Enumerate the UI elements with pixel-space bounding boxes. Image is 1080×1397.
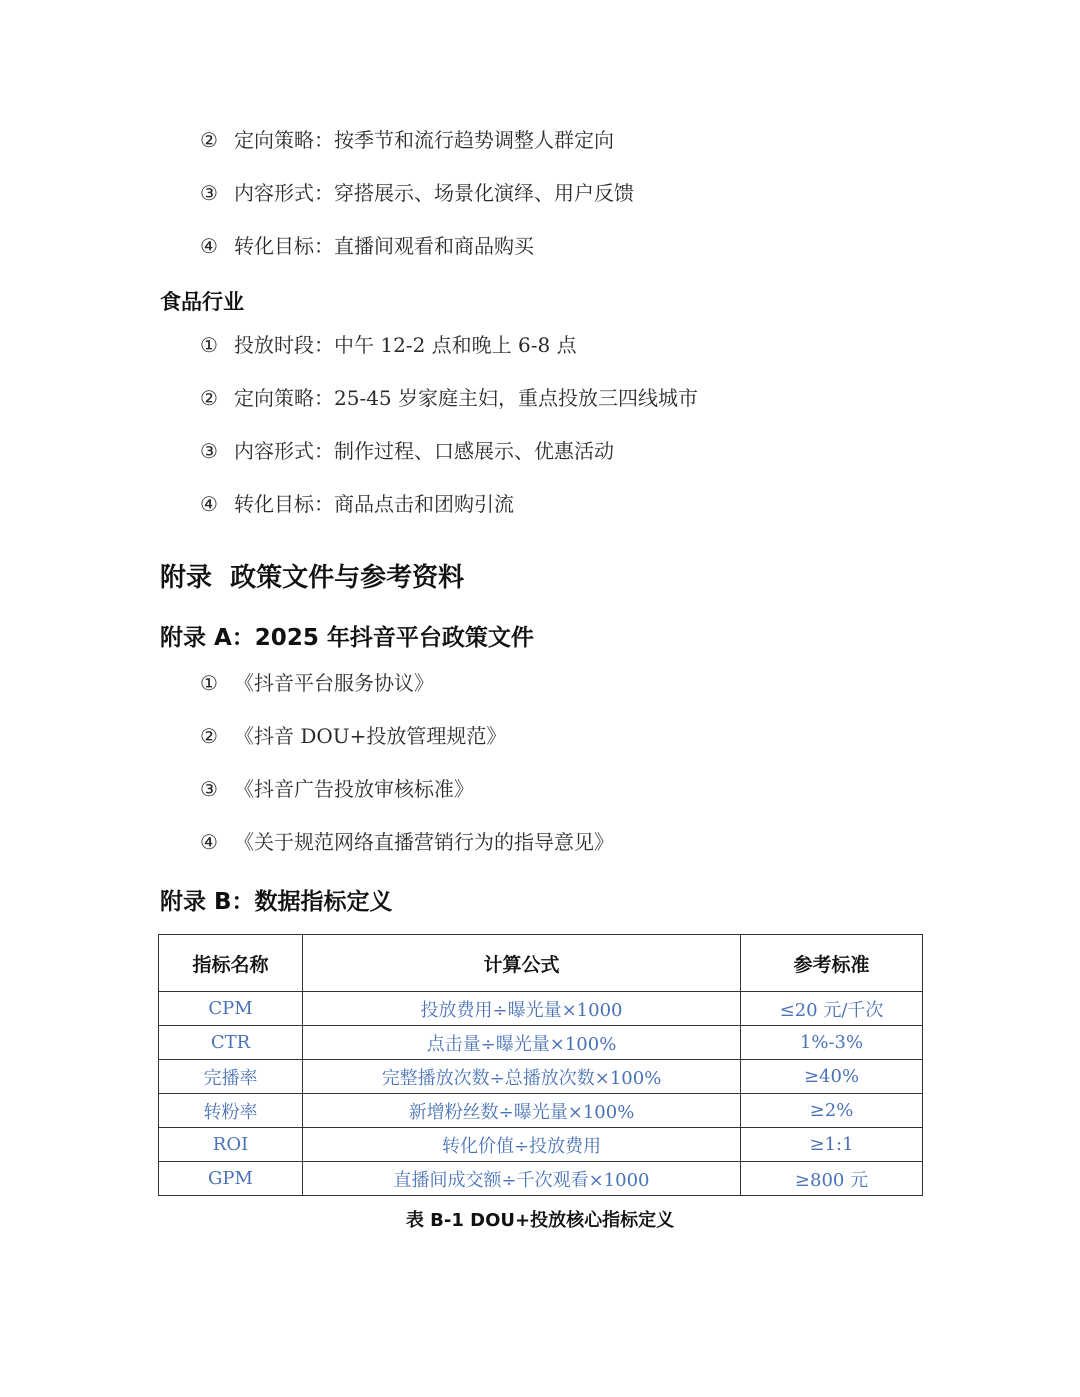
list-text: 投放时段：中午 12-2 点和晚上 6-8 点 <box>234 333 577 357</box>
table-cell: ≤20 元/千次 <box>741 992 923 1026</box>
list-item <box>200 828 614 856</box>
table-cell: 新增粉丝数÷曝光量×100% <box>303 1094 741 1128</box>
table-row <box>159 1128 923 1162</box>
metrics-table <box>158 934 923 1196</box>
table-row <box>159 1026 923 1060</box>
list-number: ③ <box>200 777 218 801</box>
table-cell: ≥2% <box>741 1094 923 1128</box>
table-cell: GPM <box>159 1162 303 1196</box>
list-item <box>200 331 577 359</box>
table-header-row <box>159 935 923 992</box>
list-item <box>200 669 434 697</box>
food-section-title: 食品行业 <box>160 290 244 314</box>
table-row <box>159 992 923 1026</box>
list-number: ④ <box>200 830 218 854</box>
list-item <box>200 722 506 750</box>
table-cell: 1%-3% <box>741 1026 923 1060</box>
list-number: ④ <box>200 234 218 258</box>
appendix-a-title: 附录 A：2025 年抖音平台政策文件 <box>160 625 534 651</box>
list-text: 转化目标：直播间观看和商品购买 <box>234 234 534 258</box>
list-item <box>200 775 474 803</box>
list-item <box>200 126 614 154</box>
table-cell: 转粉率 <box>159 1094 303 1128</box>
table-cell: 完播率 <box>159 1060 303 1094</box>
list-item <box>200 232 534 260</box>
appendix-b-title: 附录 B：数据指标定义 <box>160 889 393 915</box>
list-number: ① <box>200 671 218 695</box>
list-text: 内容形式：制作过程、口感展示、优惠活动 <box>234 439 614 463</box>
header-formula: 计算公式 <box>303 935 741 992</box>
list-number: ① <box>200 333 218 357</box>
list-item <box>200 490 514 518</box>
table-row <box>159 1060 923 1094</box>
table-cell: 转化价值÷投放费用 <box>303 1128 741 1162</box>
table-cell: 投放费用÷曝光量×1000 <box>303 992 741 1026</box>
table-cell: 点击量÷曝光量×100% <box>303 1026 741 1060</box>
table-caption: 表 B-1 DOU+投放核心指标定义 <box>405 1210 675 1231</box>
table-cell: ≥1:1 <box>741 1128 923 1162</box>
list-number: ② <box>200 386 218 410</box>
list-text: 转化目标：商品点击和团购引流 <box>234 492 514 516</box>
appendix-title: 附录 政策文件与参考资料 <box>160 563 465 593</box>
list-text: 定向策略：按季节和流行趋势调整人群定向 <box>234 128 614 152</box>
list-item <box>200 384 698 412</box>
table-row <box>159 1162 923 1196</box>
list-item <box>200 437 614 465</box>
list-text: 《关于规范网络直播营销行为的指导意见》 <box>234 830 614 854</box>
list-text: 《抖音 DOU+投放管理规范》 <box>234 724 507 748</box>
list-number: ④ <box>200 492 218 516</box>
table-row <box>159 1094 923 1128</box>
list-text: 《抖音广告投放审核标准》 <box>234 777 474 801</box>
list-text: 内容形式：穿搭展示、场景化演绎、用户反馈 <box>234 181 634 205</box>
list-number: ③ <box>200 181 218 205</box>
list-text: 定向策略：25-45 岁家庭主妇，重点投放三四线城市 <box>234 386 699 410</box>
table-cell: 完整播放次数÷总播放次数×100% <box>303 1060 741 1094</box>
table-cell: ROI <box>159 1128 303 1162</box>
list-number: ② <box>200 128 218 152</box>
header-reference: 参考标准 <box>741 935 923 992</box>
table-cell: ≥40% <box>741 1060 923 1094</box>
list-number: ② <box>200 724 218 748</box>
header-metric-name: 指标名称 <box>159 935 303 992</box>
table-cell: CTR <box>159 1026 303 1060</box>
list-item <box>200 179 634 207</box>
list-text: 《抖音平台服务协议》 <box>234 671 434 695</box>
table-cell: 直播间成交额÷千次观看×1000 <box>303 1162 741 1196</box>
table-cell: ≥800 元 <box>741 1162 923 1196</box>
list-number: ③ <box>200 439 218 463</box>
table-cell: CPM <box>159 992 303 1026</box>
